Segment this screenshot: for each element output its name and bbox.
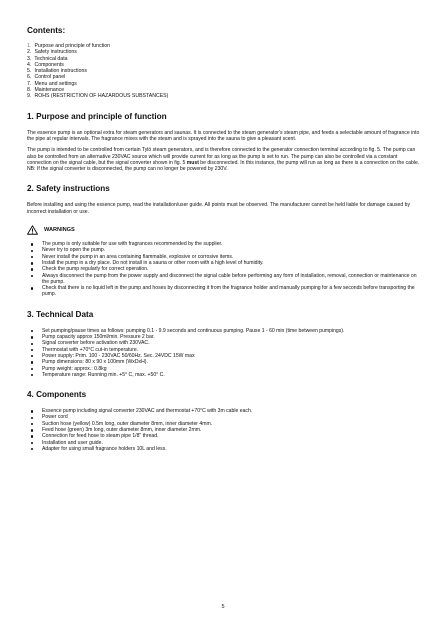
- toc-label: Safety instructions: [34, 49, 77, 56]
- toc-number: 8.: [27, 87, 32, 94]
- component-item: Installation and user guide.: [27, 440, 422, 446]
- component-item: Connection for feed hose to steam pipe 1/8" thread.: [27, 433, 422, 439]
- warnings-list: [27, 241, 422, 298]
- toc-number: 3.: [27, 55, 32, 62]
- toc-number: 4.: [27, 61, 32, 68]
- technical-data-item: Pump dimensions: 80 x 90 x 100mm (WxDxH).: [27, 359, 422, 365]
- warning-item: Never install the pump in an area containing flammable, explosive or corrosive items.: [27, 254, 422, 260]
- warnings-header: [27, 225, 422, 235]
- technical-data-item: Pump capacity approx 150ml/min. Pressure 2 bar.: [27, 334, 422, 340]
- warning-item: Always disconnect the pump from the power supply and disconnect the signal cable before performing any form of installation, removal, connection or maintenance on the pump.: [27, 273, 422, 286]
- technical-data-item: Pump weight: approx.: 0.8kg: [27, 366, 422, 372]
- technical-data-item: Power supply: Prim. 100 - 230VAC 50/60Hz. Sec. 24VDC 15W max: [27, 353, 422, 359]
- purpose-paragraph-1: The essence pump is an optional extra for steam generators and saunas. It is connected to the steam generator's steam pipe, and feeds a selectable amount of fragrance into the pipe at regular intervals. The fragrance mixes with the steam and is sprayed into the sauna to give a pleasant scent.: [27, 129, 420, 142]
- toc-label: ROHS (RESTRICTION OF HAZARDOUS SUBSTANCES): [34, 93, 169, 100]
- page-content: [27, 26, 422, 452]
- warning-item: Check that there is no liquid left in the pump and hoses by disconnecting it from the fragrance holder and manually pumping for a few seconds before transporting the pump.: [27, 285, 422, 298]
- toc-label: Maintenance: [34, 87, 65, 94]
- warning-item: The pump is only suitable for use with fragrances recommended by the supplier.: [27, 241, 422, 247]
- technical-data-item: Signal converter before activation with 230VAC.: [27, 340, 422, 346]
- component-item: Suction hose (yellow) 0.5m long, outer diameter 8mm, inner diameter 4mm.: [27, 421, 422, 427]
- toc-label: Technical data: [34, 55, 68, 62]
- toc-label: Purpose and principle of function: [34, 43, 111, 49]
- warning-item: Install the pump in a dry place. Do not install in a sauna or other room with a high level of humidity.: [27, 260, 422, 266]
- purpose-paragraph-2-text-a: The pump is intended to be controlled from certain Tylö steam generators, and is therefore connected to the generator connection terminal according to fig. 5. The pump can also be controlled from an alternative 230VAC source which will provide current for as long as the pump is set to run. The pump can also be controlled via a constant connection on the signal cable, but the signal converter shown in fig. 5: [27, 147, 416, 166]
- purpose-note: NB: If the signal converter is disconnected, the pump can no longer be powered by 230V.: [27, 166, 228, 173]
- technical-data-item: Thermostat with +70°C cut-in temperature.: [27, 347, 422, 353]
- purpose-paragraph-2-emphasis: must: [186, 159, 199, 166]
- components-list: [27, 408, 422, 452]
- technical-data-item: Temperature range: Running min. +5° C, max. +50° C.: [27, 372, 422, 378]
- toc-number: 6.: [27, 74, 32, 81]
- safety-paragraph: Before installing and using the essence pump, read the installation/user guide. All points must be observed. The manufacturer cannot be held liable for damage caused by incorrect installation or use.: [27, 202, 411, 215]
- table-of-contents: [27, 43, 422, 100]
- toc-label: Menu and settings: [34, 80, 77, 87]
- warning-item: Check the pump regularly for correct operation.: [27, 266, 422, 272]
- purpose-paragraph-2-text-b: be disconnected. In this instance, the pump will run as long as there is a connection on the cable.: [198, 159, 420, 166]
- technical-data-item: Set pumping/pause times as follows: pumping 0.1 - 9.9 seconds and continuous pumping. Pause 1 - 60 min (time between pumpings).: [27, 328, 422, 334]
- toc-number: 2.: [27, 49, 32, 56]
- section-heading-components: 4. Components: [27, 390, 87, 400]
- toc-number: 9.: [27, 93, 32, 100]
- section-heading-purpose: 1. Purpose and principle of function: [27, 111, 167, 121]
- section-heading-technical-data: 3. Technical Data: [27, 309, 94, 319]
- purpose-paragraph-2: [27, 147, 422, 172]
- section-heading-safety: 2. Safety instructions: [27, 184, 110, 194]
- technical-data-list: [27, 328, 422, 378]
- warnings-title: WARNINGS: [44, 227, 75, 234]
- component-item: Essence pump including signal converter 230VAC and thermostat +70°C with 3m cable each.: [27, 408, 422, 414]
- warning-triangle-icon: [27, 225, 38, 235]
- component-item: Power cord: [27, 414, 422, 420]
- toc-item: [27, 93, 422, 99]
- toc-label: Installation instructions: [34, 68, 87, 75]
- toc-label: Components: [34, 61, 64, 68]
- toc-number: 1.: [27, 43, 32, 49]
- contents-title: Contents:: [27, 26, 66, 35]
- toc-label: Control panel: [34, 74, 66, 81]
- component-item: Feed hose (green) 3m long, outer diameter 8mm, inner diameter 2mm.: [27, 427, 422, 433]
- component-item: Adapter for using small fragrance holders 10L and less.: [27, 446, 422, 452]
- page-number: 5: [221, 604, 225, 610]
- warning-item: Never try to open the pump.: [27, 247, 422, 253]
- toc-number: 7.: [27, 80, 32, 87]
- toc-number: 5.: [27, 68, 32, 75]
